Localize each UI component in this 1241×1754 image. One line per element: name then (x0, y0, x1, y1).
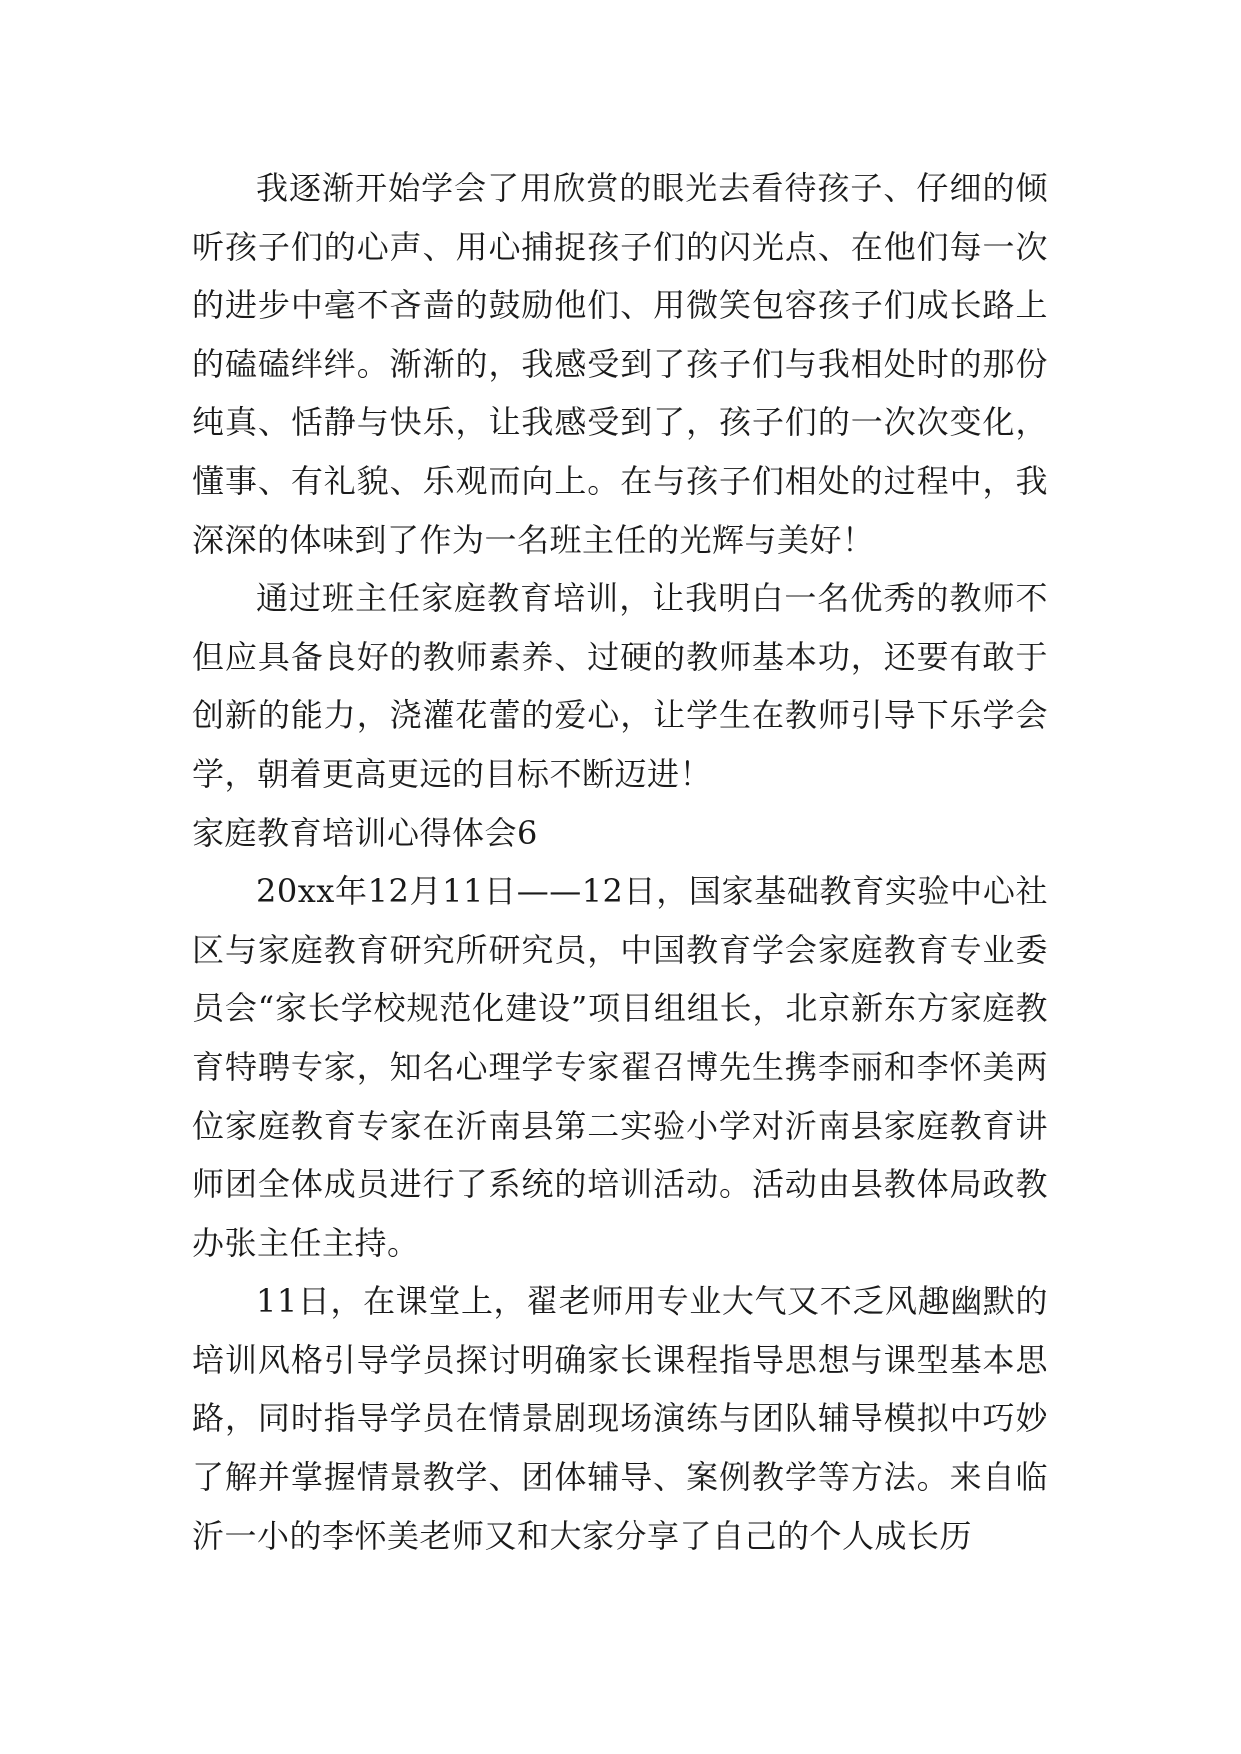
paragraph: 通过班主任家庭教育培训，让我明白一名优秀的教师不但应具备良好的教师素养、过硬的教师基本功，还要有敢于创新的能力，浇灌花蕾的爱心，让学生在教师引导下乐学会学，朝着更高更远的目标不断迈进！ (192, 579, 1048, 793)
section-heading: 家庭教育培训心得体会6 (192, 813, 538, 852)
document-body (192, 159, 1048, 1565)
paragraph: 我逐渐开始学会了用欣赏的眼光去看待孩子、仔细的倾听孩子们的心声、用心捕捉孩子们的闪光点、在他们每一次的进步中毫不吝啬的鼓励他们、用微笑包容孩子们成长路上的磕磕绊绊。渐渐的，我感受到了孩子们与我相处时的那份纯真、恬静与快乐，让我感受到了，孩子们的一次次变化，懂事、有礼貌、乐观而向上。在与孩子们相处的过程中，我深深的体味到了作为一名班主任的光辉与美好！ (192, 169, 1048, 559)
paragraph: 11日，在课堂上，翟老师用专业大气又不乏风趣幽默的培训风格引导学员探讨明确家长课程指导思想与课型基本思路，同时指导学员在情景剧现场演练与团队辅导模拟中巧妙了解并掌握情景教学、团体辅导、案例教学等方法。来自临沂一小的李怀美老师又和大家分享了自己的个人成长历 (192, 1282, 1048, 1555)
paragraph: 20xx年12月11日——12日，国家基础教育实验中心社区与家庭教育研究所研究员，中国教育学会家庭教育专业委员会“家长学校规范化建设”项目组组长，北京新东方家庭教育特聘专家，知名心理学专家翟召博先生携李丽和李怀美两位家庭教育专家在沂南县第二实验小学对沂南县家庭教育讲师团全体成员进行了系统的培训活动。活动由县教体局政教办张主任主持。 (192, 872, 1048, 1262)
